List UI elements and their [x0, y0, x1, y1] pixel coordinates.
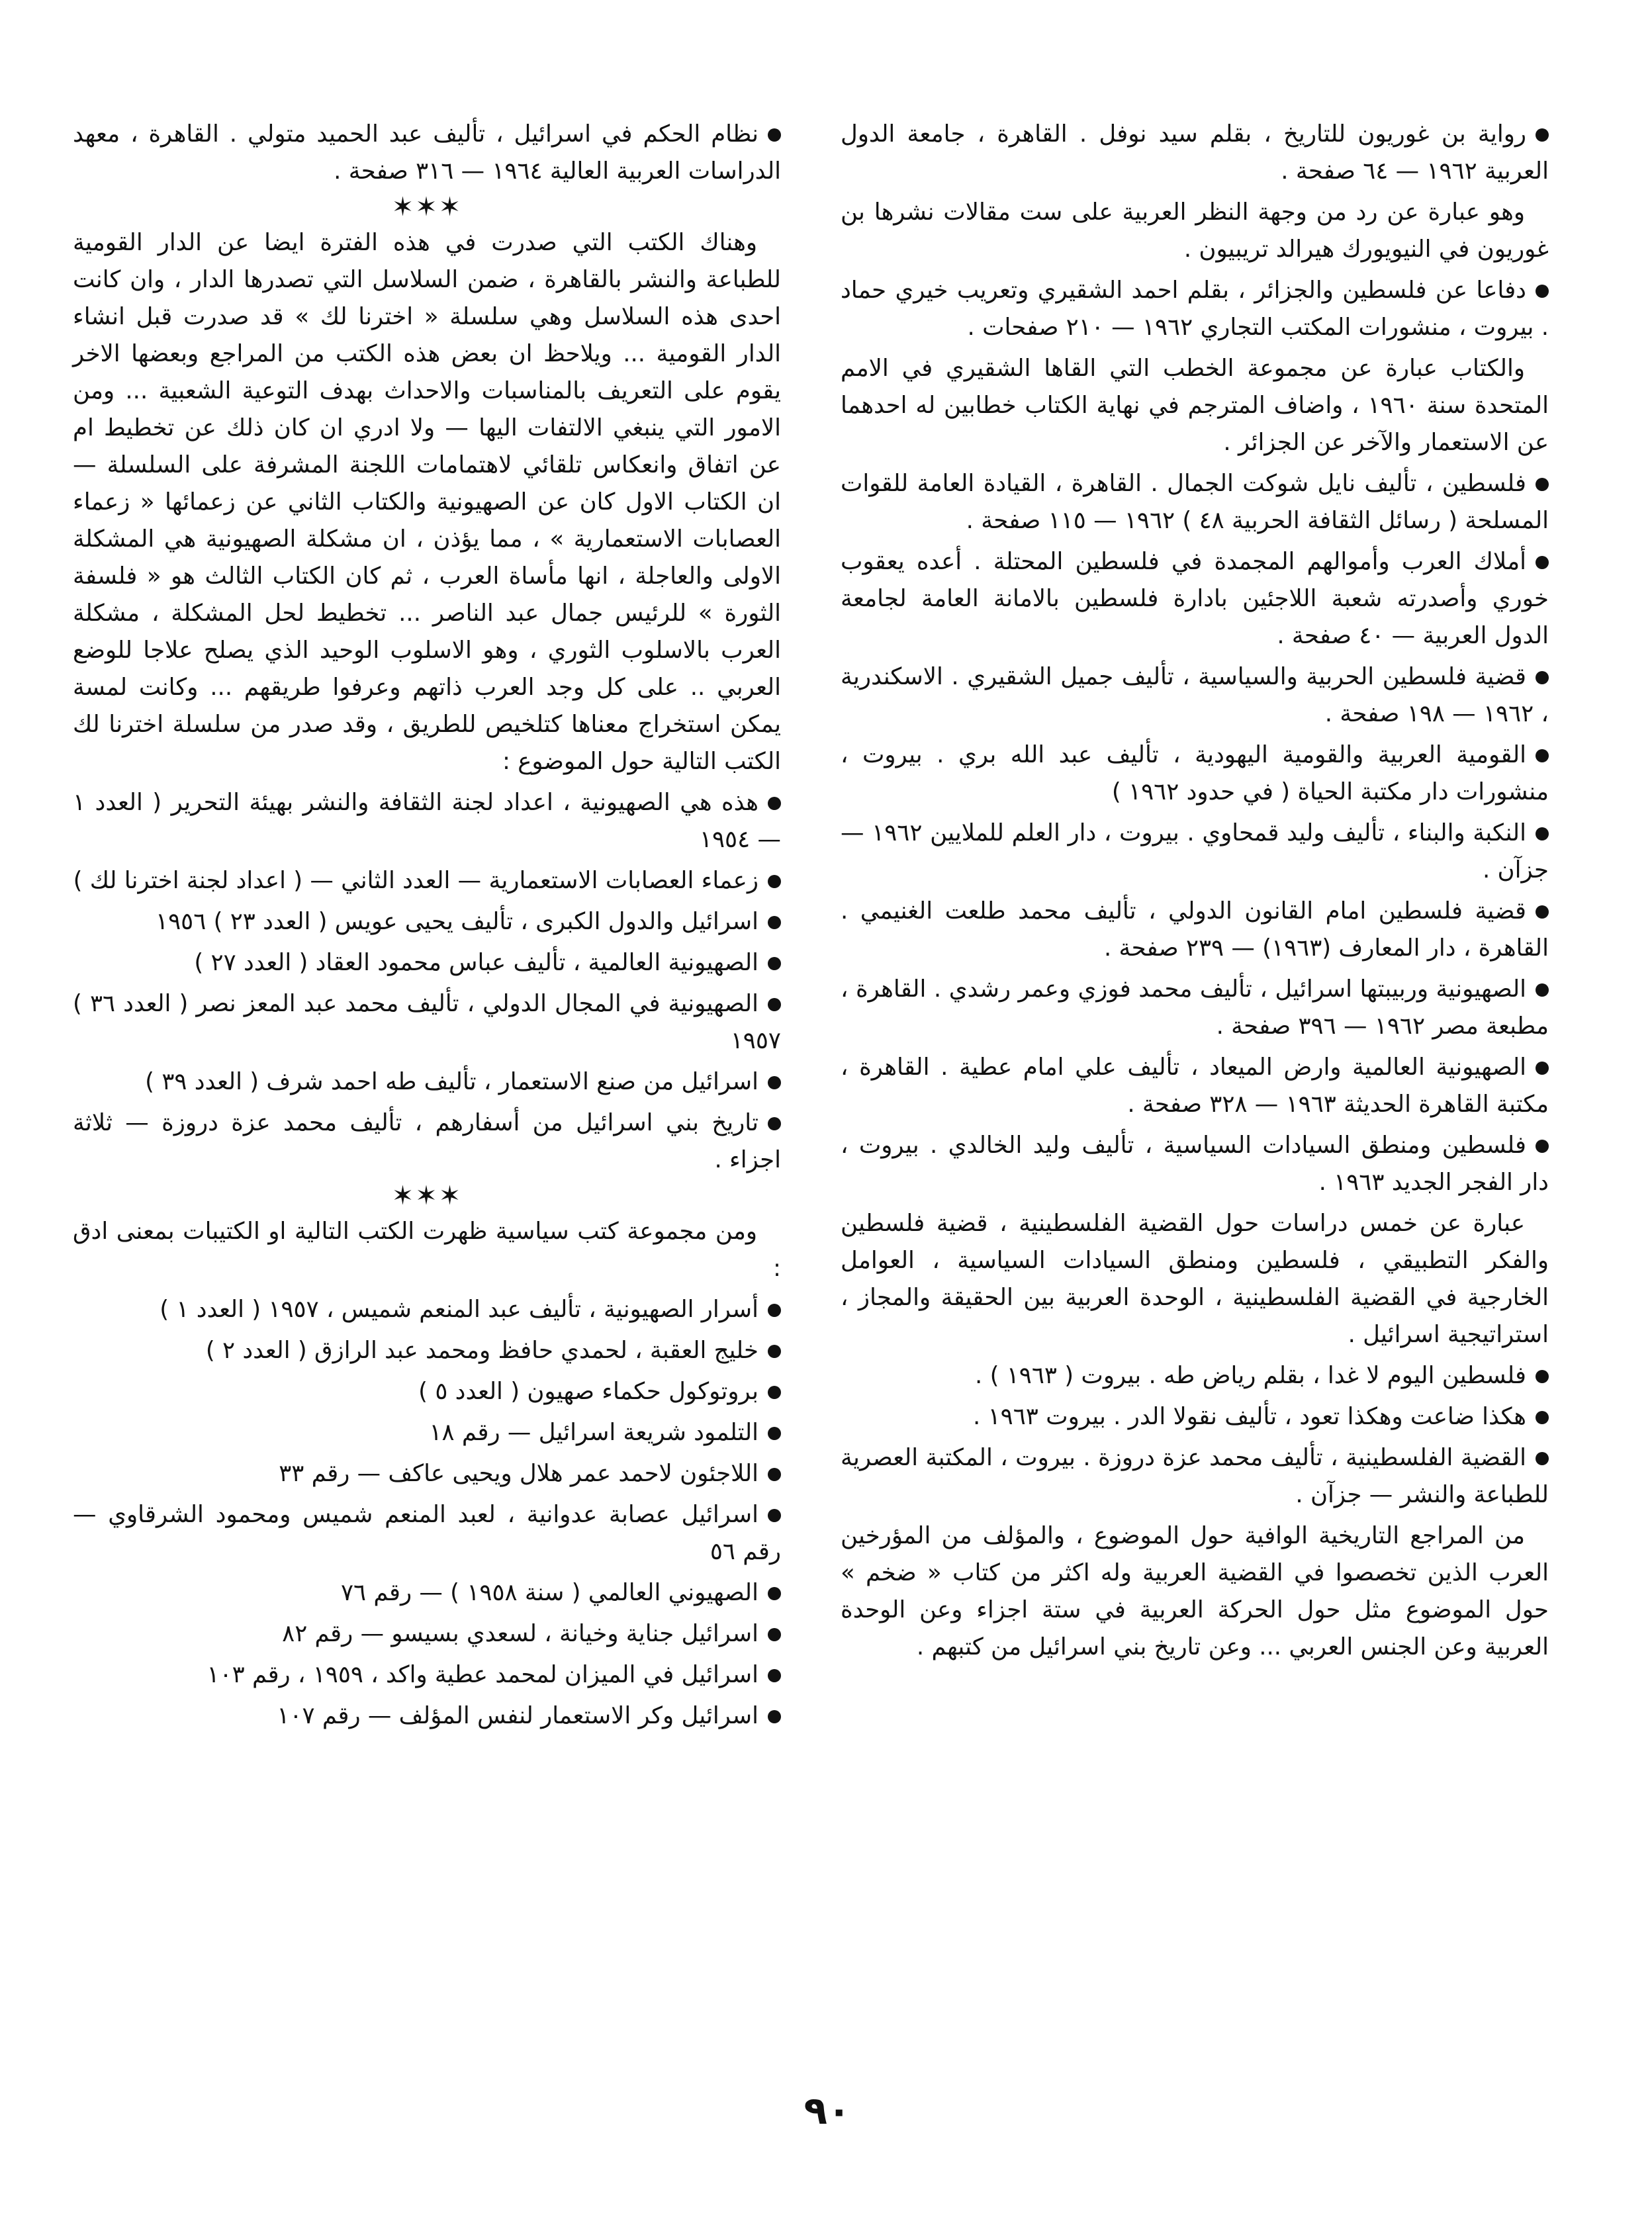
- entry-text: اسرائيل عصابة عدوانية ، لعبد المنعم شميس ومحمود الشرقاوي — رقم ٥٦: [73, 1501, 781, 1565]
- bibliography-entry: [73, 1455, 781, 1492]
- paragraph: وهو عبارة عن رد من وجهة النظر العربية على ست مقالات نشرها بن غوريون في النيويورك هيرالد تريبيون .: [841, 199, 1549, 263]
- bibliography-entry: [73, 1656, 781, 1694]
- bibliography-entry: [841, 1357, 1549, 1394]
- bibliography-entry: [73, 1373, 781, 1410]
- bullet-icon: [1536, 128, 1549, 142]
- bullet-icon: [768, 957, 781, 970]
- bullet-icon: [1536, 556, 1549, 569]
- bibliography-entry: [73, 1615, 781, 1653]
- bibliography-entry: [73, 1332, 781, 1369]
- left-column: [73, 116, 781, 1739]
- entry-text: قضية فلسطين امام القانون الدولي ، تأليف محمد طلعت الغنيمي . القاهرة ، دار المعارف (١٩٦٣) — ٢٣٩ صفحة .: [841, 897, 1549, 962]
- entry-text: الصهيونية وربيبتها اسرائيل ، تأليف محمد فوزي وعمر رشدي . القاهرة ، مطبعة مصر ١٩٦٢ — ٣٩٦ صفحة .: [841, 975, 1549, 1040]
- section-separator: ✶✶✶: [391, 192, 463, 222]
- bullet-icon: [1536, 1062, 1549, 1075]
- bibliography-entry: [841, 893, 1549, 967]
- bullet-icon: [768, 1076, 781, 1089]
- entry-text: هذه هي الصهيونية ، اعداد لجنة الثقافة والنشر بهيئة التحرير ( العدد ١ — ١٩٥٤: [73, 789, 781, 853]
- bibliography-entry: [841, 1398, 1549, 1435]
- bibliography-entry: [73, 1698, 781, 1735]
- bibliography-entry: [73, 1574, 781, 1611]
- bullet-icon: [768, 1304, 781, 1317]
- entry-text: اللاجئون لاحمد عمر هلال ويحيى عاكف — رقم ٣٣: [279, 1460, 758, 1487]
- entry-text: التلمود شريعة اسرائيل — رقم ١٨: [429, 1419, 758, 1446]
- bibliography-entry: [841, 1049, 1549, 1123]
- paragraph: وهناك الكتب التي صدرت في هذه الفترة ايضا عن الدار القومية للطباعة والنشر بالقاهرة ، ضمن السلاسل التي تصدرها الدار ، وان كانت احدى هذه السلاسل وهي سلسلة « اخترنا لك » قد صدرت قبل انشاء الدار القومية ... ويلاحظ ان بعض هذه الكتب من المراجع وبعضها الاخر يقوم على التعريف بالمناسبات والاحداث بهدف التوعية الشعبية ... ومن الامور التي ينبغي الالتفات اليها — ولا ادري ان كان ذلك عن تخطيط ام عن اتفاق وانعكاس تلقائي لاهتمامات اللجنة المشرفة على السلسلة — ان الكتاب الاول كان عن الصهيونية والكتاب الثاني عن زعمائها « زعماء العصابات الاستعمارية » ، مما يؤذن ، ان مشكلة الصهيونية هي المشكلة الاولى والعاجلة ، انها مأساة العرب ، ثم كان الكتاب الثالث هو « فلسفة الثورة » للرئيس جمال عبد الناصر ... تخطيط لحل المشكلة ، مشكلة العرب بالاسلوب الثوري ، وهو الاسلوب الوحيد الذي يصلح علاجا للوضع العربي .. على كل وجد العرب ذاتهم وعرفوا طريقهم ... وكانت لمسة يمكن استخراج معناها كتلخيص للطريق ، وقد صدر من سلسلة اخترنا لك الكتب التالية حول الموضوع :: [73, 229, 781, 775]
- bibliography-entry: [73, 985, 781, 1060]
- bibliography-entry: [73, 1105, 781, 1179]
- bullet-icon: [768, 1669, 781, 1682]
- bullet-icon: [1536, 671, 1549, 684]
- entry-text: أملاك العرب وأموالهم المجمدة في فلسطين المحتلة . أعده يعقوب خوري وأصدرته شعبة اللاجئين بادارة فلسطين بالامانة العامة لجامعة الدول العربية — ٤٠ صفحة .: [841, 548, 1549, 649]
- bullet-icon: [1536, 1140, 1549, 1153]
- bullet-icon: [1536, 478, 1549, 491]
- bullet-icon: [1536, 285, 1549, 298]
- bibliography-entry: [73, 1064, 781, 1101]
- entry-text: اسرائيل وكر الاستعمار لنفس المؤلف — رقم ١٠٧: [277, 1702, 758, 1729]
- bibliography-entry: [841, 737, 1549, 811]
- entry-text: الصهيونية في المجال الدولي ، تأليف محمد عبد المعز نصر ( العدد ٣٦ ) ١٩٥٧: [73, 990, 781, 1054]
- entry-text: خليج العقبة ، لحمدي حافظ ومحمد عبد الرازق ( العدد ٢ ): [205, 1337, 758, 1364]
- bibliography-entry: [841, 543, 1549, 655]
- entry-text: فلسطين ، تأليف نايل شوكت الجمال . القاهرة ، القيادة العامة للقوات المسلحة ( رسائل الثقافة الحربية ٤٨ ) ١٩٦٢ — ١١٥ صفحة .: [841, 470, 1549, 534]
- bibliography-entry: [841, 465, 1549, 539]
- bullet-icon: [1536, 905, 1549, 919]
- entry-text: فلسطين ومنطق السيادات السياسية ، تأليف وليد الخالدي . بيروت ، دار الفجر الجديد ١٩٦٣ .: [841, 1132, 1549, 1196]
- entry-text: دفاعا عن فلسطين والجزائر ، بقلم احمد الشقيري وتعريب خيري حماد . بيروت ، منشورات المكتب التجاري ١٩٦٢ — ٢١٠ صفحات .: [841, 277, 1549, 341]
- entry-text: تاريخ بني اسرائيل من أسفارهم ، تأليف محمد عزة دروزة — ثلاثة اجزاء .: [73, 1109, 781, 1173]
- bibliography-entry: [841, 1439, 1549, 1514]
- bibliography-entry: [73, 1496, 781, 1570]
- paragraph: من المراجع التاريخية الوافية حول الموضوع ، والمؤلف من المؤرخين العرب الذين تخصصوا في القضية العربية وله اكثر من كتاب « ضخم » حول الموضوع مثل حول الحركة العربية في ستة اجزاء وعن الوحدة العربية وعن الجنس العربي ... وعن تاريخ بني اسرائيل من كتبهم .: [841, 1522, 1549, 1660]
- bullet-icon: [768, 797, 781, 810]
- bibliography-entry: [841, 971, 1549, 1045]
- bibliography-entry: [841, 815, 1549, 889]
- entry-text: القضية الفلسطينية ، تأليف محمد عزة دروزة . بيروت ، المكتبة العصرية للطباعة والنشر — جزآن .: [841, 1444, 1549, 1508]
- bullet-icon: [1536, 827, 1549, 840]
- bibliography-entry: [73, 116, 781, 190]
- bullet-icon: [768, 1427, 781, 1440]
- bullet-icon: [1536, 1452, 1549, 1465]
- bullet-icon: [768, 1345, 781, 1358]
- bibliography-entry: [841, 1127, 1549, 1201]
- entry-text: اسرائيل من صنع الاستعمار ، تأليف طه احمد شرف ( العدد ٣٩ ): [145, 1068, 758, 1095]
- bibliography-entry: [73, 903, 781, 940]
- bullet-icon: [1536, 1411, 1549, 1424]
- bullet-icon: [768, 1386, 781, 1399]
- bibliography-entry: [73, 784, 781, 858]
- entry-text: هكذا ضاعت وهكذا تعود ، تأليف نقولا الدر . بيروت ١٩٦٣ .: [973, 1403, 1526, 1430]
- entry-text: نظام الحكم في اسرائيل ، تأليف عبد الحميد متولي . القاهرة ، معهد الدراسات العربية العالية ١٩٦٤ — ٣١٦ صفحة .: [73, 120, 781, 185]
- bullet-icon: [768, 998, 781, 1011]
- bullet-icon: [1536, 1370, 1549, 1383]
- bullet-icon: [768, 1587, 781, 1600]
- entry-text: رواية بن غوريون للتاريخ ، بقلم سيد نوفل . القاهرة ، جامعة الدول العربية ١٩٦٢ — ٦٤ صفحة .: [841, 120, 1549, 185]
- bibliography-entry: [841, 116, 1549, 190]
- bullet-icon: [768, 875, 781, 888]
- paragraph: والكتاب عبارة عن مجموعة الخطب التي القاها الشقيري في الامم المتحدة سنة ١٩٦٠ ، واضاف المترجم في نهاية الكتاب خطابين له احدهما عن الاستعمار والآخر عن الجزائر .: [841, 355, 1549, 456]
- entry-text: قضية فلسطين الحربية والسياسية ، تأليف جميل الشقيري . الاسكندرية ، ١٩٦٢ — ١٩٨ صفحة .: [841, 663, 1549, 727]
- bibliography-entry: [73, 944, 781, 981]
- bibliography-entry: [73, 862, 781, 899]
- entry-text: النكبة والبناء ، تأليف وليد قمحاوي . بيروت ، دار العلم للملايين ١٩٦٢ — جزآن .: [841, 819, 1549, 884]
- bullet-icon: [1536, 983, 1549, 997]
- bullet-icon: [768, 128, 781, 142]
- entry-text: فلسطين اليوم لا غدا ، بقلم رياض طه . بيروت ( ١٩٦٣ ) .: [975, 1362, 1526, 1389]
- section-separator: ✶✶✶: [391, 1181, 463, 1211]
- bullet-icon: [768, 1468, 781, 1481]
- entry-text: الصهيوني العالمي ( سنة ١٩٥٨ ) — رقم ٧٦: [340, 1579, 758, 1606]
- paragraph: ومن مجموعة كتب سياسية ظهرت الكتب التالية او الكتيبات بمعنى ادق :: [73, 1218, 781, 1282]
- bibliography-entry: [841, 658, 1549, 733]
- bullet-icon: [1536, 749, 1549, 762]
- bullet-icon: [768, 1117, 781, 1130]
- right-column: [841, 116, 1549, 1670]
- entry-text: اسرائيل جناية وخيانة ، لسعدي بسيسو — رقم ٨٢: [282, 1620, 758, 1647]
- bibliography-entry: [73, 1291, 781, 1328]
- page-number: ٩٠: [803, 2088, 851, 2133]
- paragraph: عبارة عن خمس دراسات حول القضية الفلسطينية ، قضية فلسطين والفكر التطبيقي ، فلسطين ومنطق السيادات السياسية ، العوامل الخارجية في القضية الفلسطينية ، الوحدة العربية بين الحقيقة والمجاز ، استراتيجية اسرائيل .: [841, 1210, 1549, 1348]
- bullet-icon: [768, 1509, 781, 1522]
- entry-text: القومية العربية والقومية اليهودية ، تأليف عبد الله بري . بيروت ، منشورات دار مكتبة الحياة ( في حدود ١٩٦٢ ): [841, 741, 1549, 805]
- entry-text: اسرائيل والدول الكبرى ، تأليف يحيى عويس ( العدد ٢٣ ) ١٩٥٦: [156, 908, 758, 935]
- bibliography-entry: [841, 272, 1549, 346]
- entry-text: أسرار الصهيونية ، تأليف عبد المنعم شميس ، ١٩٥٧ ( العدد ١ ): [160, 1296, 758, 1323]
- bullet-icon: [768, 1710, 781, 1723]
- entry-text: الصهيونية العالمية ، تأليف عباس محمود العقاد ( العدد ٢٧ ): [194, 949, 758, 976]
- entry-text: الصهيونية العالمية وارض الميعاد ، تأليف علي امام عطية . القاهرة ، مكتبة القاهرة الحديثة ١٩٦٣ — ٣٢٨ صفحة .: [841, 1054, 1549, 1118]
- entry-text: بروتوكول حكماء صهيون ( العدد ٥ ): [418, 1378, 758, 1405]
- entry-text: زعماء العصابات الاستعمارية — العدد الثاني — ( اعداد لجنة اخترنا لك ): [73, 867, 758, 894]
- bullet-icon: [768, 916, 781, 929]
- bibliography-entry: [73, 1414, 781, 1451]
- bullet-icon: [768, 1628, 781, 1641]
- entry-text: اسرائيل في الميزان لمحمد عطية واكد ، ١٩٥٩ ، رقم ١٠٣: [206, 1661, 758, 1688]
